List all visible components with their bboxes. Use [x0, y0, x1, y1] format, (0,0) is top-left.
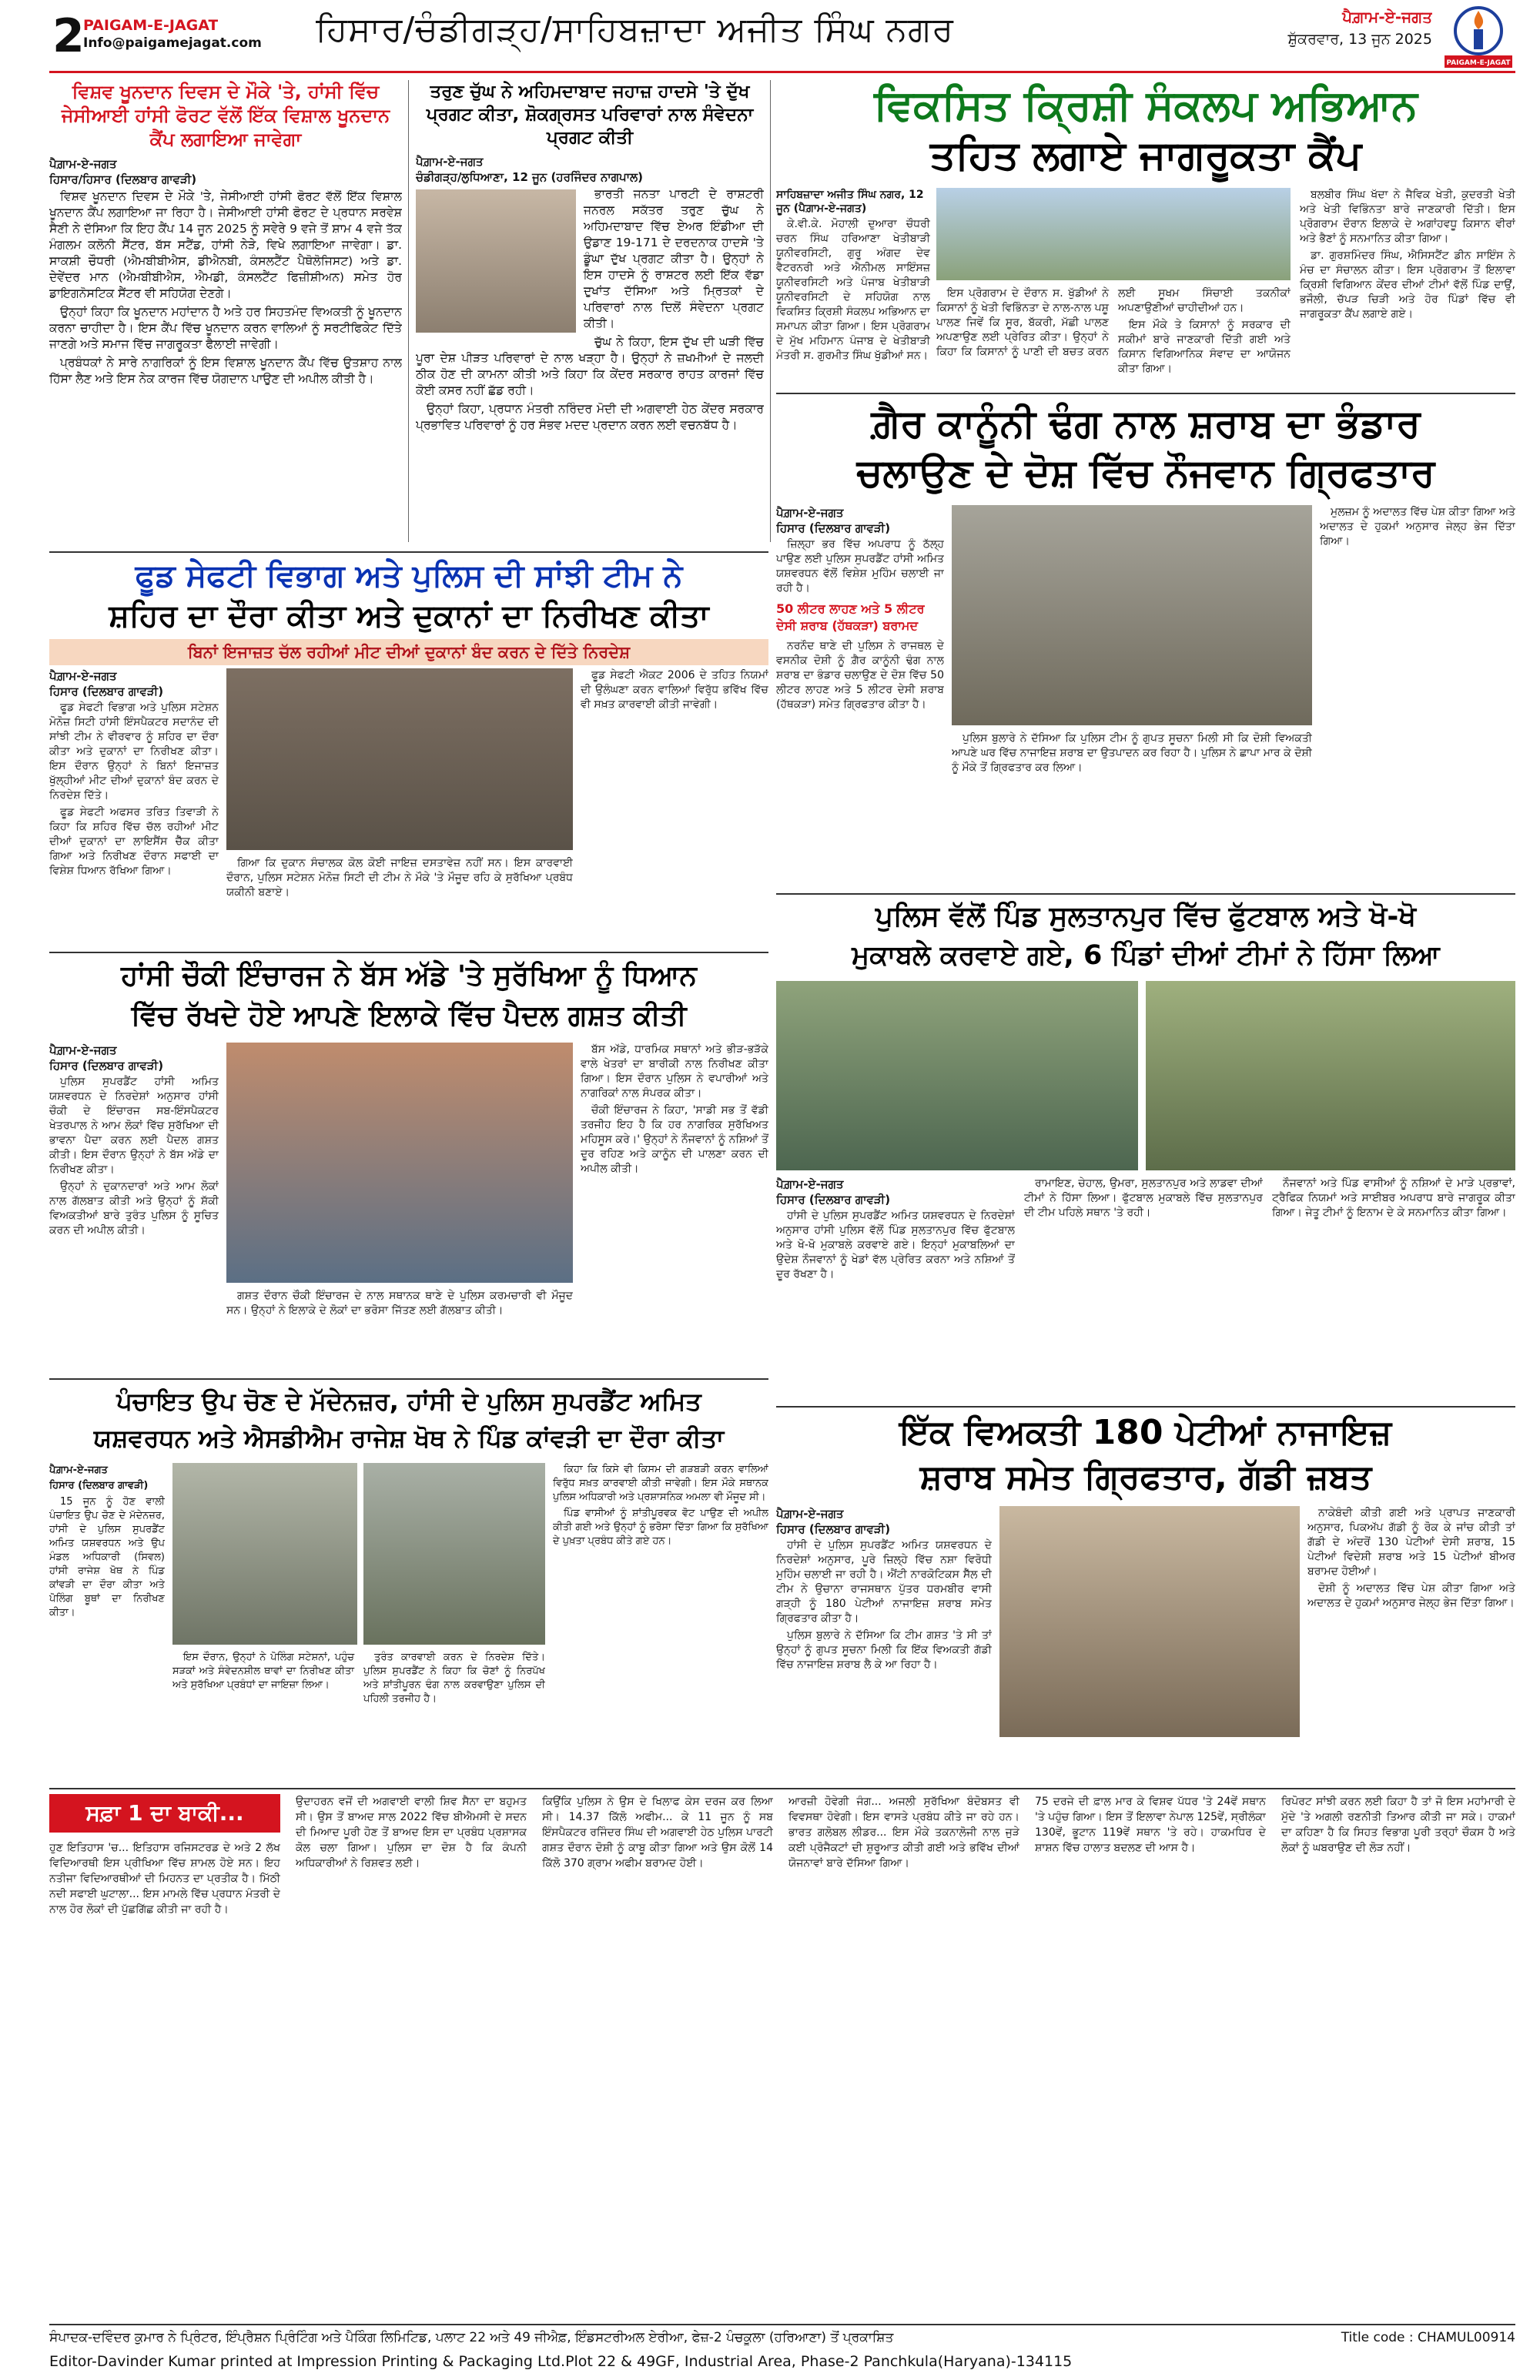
byline: ਸਾਹਿਬਜ਼ਾਦਾ ਅਜੀਤ ਸਿੰਘ ਨਗਰ, 12 ਜੂਨ (ਪੈਗ਼ਾਮ-ਏ-ਜਗਤ)	[776, 189, 924, 215]
paragraph: ਪੁਲਿਸ ਬੁਲਾਰੇ ਨੇ ਦੱਸਿਆ ਕਿ ਟੀਮ ਗਸ਼ਤ 'ਤੇ ਸੀ ਤਾਂ ਉਨ੍ਹਾਂ ਨੂੰ ਗੁਪਤ ਸੂਚਨਾ ਮਿਲੀ ਕਿ ਇੱਕ ਵਿਅਕਤੀ ਗੱਡੀ ਵਿੱਚ ਨਾਜਾਇਜ਼ ਸ਼ਰਾਬ ਲੈ ਕੇ ਆ ਰਿਹਾ ਹੈ।	[776, 1629, 992, 1671]
paragraph: ਚੌਕੀ ਇੰਚਾਰਜ ਨੇ ਕਿਹਾ, 'ਸਾਡੀ ਸਭ ਤੋਂ ਵੱਡੀ ਤਰਜੀਹ ਇਹ ਹੈ ਕਿ ਹਰ ਨਾਗਰਿਕ ਸੁਰੱਖਿਅਤ ਮਹਿਸੂਸ ਕਰੇ।' ਉਨ੍ਹਾਂ ਨੇ ਨੌਜਵਾਨਾਂ ਨੂੰ ਨਸ਼ਿਆਂ ਤੋਂ ਦੂਰ ਰਹਿਣ ਅਤੇ ਕਾਨੂੰਨ ਦੀ ਪਾਲਣਾ ਕਰਨ ਦੀ ਅਪੀਲ ਕੀਤੀ।	[581, 1104, 768, 1175]
sports-col-3	[1272, 1177, 1515, 1403]
article-krishi-campaign	[776, 80, 1515, 390]
continued-col-3: ਕਿਉਂਕਿ ਪੁਲਿਸ ਨੇ ਉਸ ਦੇ ਖਿਲਾਫ ਕੇਸ ਦਰਜ ਕਰ ਲਿਆ ਸੀ। 14.37 ਕਿੱਲੋ ਅਫੀਮ... ਕੇ 11 ਜੂਨ ਨੂੰ ਸਬ ਇੰਸਪੈਕਟਰ ਰਜਿੰਦਰ ਸਿੰਘ ਦੀ ਅਗਵਾਈ ਹੇਠ ਪੁਲਿਸ ਪਾਰਟੀ ਗਸ਼ਤ ਦੌਰਾਨ ਦੋਸ਼ੀ ਨੂੰ ਕਾਬੂ ਕੀਤਾ ਗਿਆ ਅਤੇ ਉਸ ਕੋਲੋਂ 14 ਕਿੱਲੋ 370 ਗ੍ਰਾਮ ਅਫੀਮ ਬਰਾਮਦ ਹੋਈ।	[542, 1796, 773, 1870]
liquor-col-3	[1320, 505, 1515, 890]
paragraph: ਇਸ ਮੌਕੇ ਤੇ ਕਿਸਾਨਾਂ ਨੂੰ ਸਰਕਾਰ ਦੀ ਸਕੀਮਾਂ ਬਾਰੇ ਜਾਣਕਾਰੀ ਦਿੱਤੀ ਗਈ ਅਤੇ ਕਿਸਾਨ ਵਿਗਿਆਨਿਕ ਸੰਵਾਦ ਦਾ ਆਯੋਜਨ ਕੀਤਾ ਗਿਆ।	[1118, 319, 1291, 375]
paragraph: ਤੁਰੰਤ ਕਾਰਵਾਈ ਕਰਨ ਦੇ ਨਿਰਦੇਸ਼ ਦਿੱਤੇ। ਪੁਲਿਸ ਸੁਪਰਡੈਂਟ ਨੇ ਕਿਹਾ ਕਿ ਚੋਣਾਂ ਨੂੰ ਨਿਰਪੱਖ ਅਤੇ ਸ਼ਾਂਤੀਪੂਰਨ ਢੰਗ ਨਾਲ ਕਰਵਾਉਣਾ ਪੁਲਿਸ ਦੀ ਪਹਿਲੀ ਤਰਜੀਹ ਹੈ।	[363, 1652, 545, 1705]
paragraph: ਪੁਲਿਸ ਬੁਲਾਰੇ ਨੇ ਦੱਸਿਆ ਕਿ ਪੁਲਿਸ ਟੀਮ ਨੂੰ ਗੁਪਤ ਸੂਚਨਾ ਮਿਲੀ ਸੀ ਕਿ ਦੋਸ਼ੀ ਵਿਅਕਤੀ ਆਪਣੇ ਘਰ ਵਿੱਚ ਨਾਜਾਇਜ਼ ਸ਼ਰਾਬ ਦਾ ਉਤਪਾਦਨ ਕਰ ਰਿਹਾ ਹੈ। ਪੁਲਿਸ ਨੇ ਛਾਪਾ ਮਾਰ ਕੇ ਦੋਸ਼ੀ ਨੂੰ ਮੌਕੇ ਤੋਂ ਗ੍ਰਿਫਤਾਰ ਕਰ ਲਿਆ।	[952, 732, 1312, 774]
headline-line-1: ਪੁਲਿਸ ਵੱਲੋਂ ਪਿੰਡ ਸੁਲਤਾਨਪੁਰ ਵਿੱਚ ਫੁੱਟਬਾਲ ਅਤੇ ਖੋ-ਖੋ	[875, 901, 1417, 932]
inspection-photo	[226, 668, 573, 850]
paragraph: ਪਿੰਡ ਵਾਸੀਆਂ ਨੂੰ ਸ਼ਾਂਤੀਪੂਰਵਕ ਵੋਟ ਪਾਉਣ ਦੀ ਅਪੀਲ ਕੀਤੀ ਗਈ ਅਤੇ ਉਨ੍ਹਾਂ ਨੂੰ ਭਰੋਸਾ ਦਿੱਤਾ ਗਿਆ ਕਿ ਸੁਰੱਖਿਆ ਦੇ ਪੁਖ਼ਤਾ ਪ੍ਰਬੰਧ ਕੀਤੇ ਗਏ ਹਨ।	[553, 1508, 768, 1547]
headline-line-2: ਸ਼ਰਾਬ ਸਮੇਤ ਗ੍ਰਿਫਤਾਰ, ਗੱਡੀ ਜ਼ਬਤ	[919, 1458, 1372, 1497]
paragraph: ਕਿਹਾ ਕਿ ਕਿਸੇ ਵੀ ਕਿਸਮ ਦੀ ਗੜਬੜੀ ਕਰਨ ਵਾਲਿਆਂ ਵਿਰੁੱਧ ਸਖ਼ਤ ਕਾਰਵਾਈ ਕੀਤੀ ਜਾਵੇਗੀ। ਇਸ ਮੌਕੇ ਸਥਾਨਕ ਪੁਲਿਸ ਅਧਿਕਾਰੀ ਅਤੇ ਪ੍ਰਸ਼ਾਸਨਿਕ ਅਮਲਾ ਵੀ ਮੌਜੂਦ ਸੀ।	[553, 1464, 768, 1503]
paragraph: ਮੁਲਜ਼ਮ ਨੂੰ ਅਦਾਲਤ ਵਿੱਚ ਪੇਸ਼ ਕੀਤਾ ਗਿਆ ਅਤੇ ਅਦਾਲਤ ਦੇ ਹੁਕਮਾਂ ਅਨੁਸਾਰ ਜੇਲ੍ਹ ਭੇਜ ਦਿੱਤਾ ਗਿਆ।	[1320, 506, 1515, 547]
masthead-rule	[49, 71, 1515, 73]
food-col-1	[49, 668, 219, 946]
headline-line-2: ਮੁਕਾਬਲੇ ਕਰਵਾਏ ਗਏ, 6 ਪਿੰਡਾਂ ਦੀਆਂ ਟੀਮਾਂ ਨੇ ਹਿੱਸਾ ਲਿਆ	[852, 940, 1440, 971]
paragraph: ਫੂਡ ਸੇਫਟੀ ਅਫਸਰ ਤਰਿਤ ਤਿਵਾੜੀ ਨੇ ਕਿਹਾ ਕਿ ਸ਼ਹਿਰ ਵਿੱਚ ਚੱਲ ਰਹੀਆਂ ਮੀਟ ਦੀਆਂ ਦੁਕਾਨਾਂ ਦਾ ਲਾਇਸੈਂਸ ਚੈੱਕ ਕੀਤਾ ਗਿਆ ਅਤੇ ਨਿਰੀਖਣ ਦੌਰਾਨ ਸਫਾਈ ਦਾ ਵਿਸ਼ੇਸ਼ ਧਿਆਨ ਰੱਖਿਆ ਗਿਆ।	[49, 806, 219, 877]
paragraph: ਉਨ੍ਹਾਂ ਨੇ ਦੁਕਾਨਦਾਰਾਂ ਅਤੇ ਆਮ ਲੋਕਾਂ ਨਾਲ ਗੱਲਬਾਤ ਕੀਤੀ ਅਤੇ ਉਨ੍ਹਾਂ ਨੂੰ ਸ਼ੱਕੀ ਵਿਅਕਤੀਆਂ ਬਾਰੇ ਤੁਰੰਤ ਪੁਲਿਸ ਨੂੰ ਸੂਚਿਤ ਕਰਨ ਦੀ ਅਪੀਲ ਕੀਤੀ।	[49, 1180, 219, 1237]
byline: ਪੈਗ਼ਾਮ-ਏ-ਜਗਤ ਚੰਡੀਗੜ੍ਹ/ਲੁਧਿਆਣਾ, 12 ਜੂਨ (ਹਰਜਿੰਦਰ ਨਾਗਪਾਲ)	[416, 155, 644, 184]
patrol-photo	[226, 1043, 573, 1283]
article-body	[776, 537, 944, 596]
continued-banner: ਸਫ਼ਾ 1 ਦਾ ਬਾਕੀ...	[49, 1794, 280, 1833]
paper-name: ਪੈਗ਼ਾਮ-ਏ-ਜਗਤ	[1342, 8, 1432, 26]
headline: ਵਿਸ਼ਵ ਖੂਨਦਾਨ ਦਿਵਸ ਦੇ ਮੌਕੇ 'ਤੇ, ਹਾਂਸੀ ਵਿੱਚ ਜੇਸੀਆਈ ਹਾਂਸੀ ਫੋਰਟ ਵੱਲੋਂ ਇੱਕ ਵਿਸ਼ਾਲ ਖੂਨਦਾਨ ਕੈਂਪ ਲਗਾਇਆ ਜਾਵੇਗਾ	[61, 81, 390, 150]
paragraph: ਦੋਸ਼ੀ ਨੂੰ ਅਦਾਲਤ ਵਿੱਚ ਪੇਸ਼ ਕੀਤਾ ਗਿਆ ਅਤੇ ਅਦਾਲਤ ਦੇ ਹੁਕਮਾਂ ਅਨੁਸਾਰ ਜੇਲ੍ਹ ਭੇਜ ਦਿੱਤਾ ਗਿਆ।	[1307, 1582, 1515, 1609]
patrol-col-1	[49, 1043, 219, 1372]
krishi-column-right	[1300, 188, 1515, 390]
headline-line-1: ਵਿਕਸਿਤ ਕ੍ਰਿਸ਼ੀ ਸੰਕਲਪ ਅਭਿਆਨ	[874, 81, 1418, 129]
byline: ਪੈਗ਼ਾਮ-ਏ-ਜਗਤ ਹਿਸਾਰ (ਦਿਲਬਾਰ ਗਾਵੜੀ)	[776, 1177, 891, 1207]
team-photo-2	[1146, 981, 1515, 1170]
continued-col-4: ਆਰਜ਼ੀ ਹੋਵੇਗੀ ਜੰਗ... ਅਜਲੀ ਸੁਰੱਖਿਆ ਬੰਦੋਬਸਤ ਵੀ ਵਿਵਸਥਾ ਹੋਵੇਗੀ। ਇਸ ਵਾਸਤੇ ਪ੍ਰਬੰਧ ਕੀਤੇ ਜਾ ਰਹੇ ਹਨ। ਭਾਰਤ ਗਲੋਬਲ ਲੀਡਰ... ਇਸ ਮੌਕੇ ਤਕਨਾਲੋਜੀ ਨਾਲ ਜੁੜੇ ਕਈ ਪ੍ਰੋਜੈਕਟਾਂ ਦੀ ਸ਼ੁਰੂਆਤ ਕੀਤੀ ਗਈ ਅਤੇ ਭਵਿੱਖ ਦੀਆਂ ਯੋਜਨਾਵਾਂ ਬਾਰੇ ਦੱਸਿਆ ਗਿਆ।	[788, 1796, 1019, 1870]
inspection-photo-2	[363, 1463, 545, 1645]
team-photo-1	[776, 981, 1138, 1170]
headline-line-2: ਯਸ਼ਵਰਧਨ ਅਤੇ ਐਸਡੀਐਮ ਰਾਜੇਸ਼ ਖੋਥ ਨੇ ਪਿੰਡ ਕਾਂਵੜੀ ਦਾ ਦੌਰਾ ਕੀਤਾ	[93, 1424, 725, 1453]
headline-line-2: ਚਲਾਉਣ ਦੇ ਦੋਸ਼ ਵਿੱਚ ਨੌਜਵਾਨ ਗ੍ਰਿਫਤਾਰ	[856, 450, 1435, 495]
speaker-photo	[416, 189, 576, 333]
article-body	[49, 701, 219, 879]
liquor180-col-3	[1307, 1506, 1515, 1783]
headline-line-2: ਵਿੱਚ ਰੱਖਦੇ ਹੋਏ ਆਪਣੇ ਇਲਾਕੇ ਵਿੱਚ ਪੈਦਲ ਗਸ਼ਤ ਕੀਤੀ	[131, 1000, 687, 1032]
sports-col-2	[1024, 1177, 1263, 1403]
liquor-col-2	[952, 731, 1312, 892]
paragraph: ਉਨ੍ਹਾਂ ਕਿਹਾ ਕਿ ਖੂਨਦਾਨ ਮਹਾਂਦਾਨ ਹੈ ਅਤੇ ਹਰ ਸਿਹਤਮੰਦ ਵਿਅਕਤੀ ਨੂੰ ਖੂਨਦਾਨ ਕਰਨਾ ਚਾਹੀਦਾ ਹੈ। ਇਸ ਕੈਂਪ ਵਿੱਚ ਖੂਨਦਾਨ ਕਰਨ ਵਾਲਿਆਂ ਨੂੰ ਸਰਟੀਫਿਕੇਟ ਦਿੱਤੇ ਜਾਣਗੇ ਅਤੇ ਸਮਾਜ ਵਿੱਚ ਜਾਗਰੂਕਤਾ ਫੈਲਾਈ ਜਾਵੇਗੀ।	[49, 305, 402, 351]
title-code: Title code : CHAMUL00914	[1341, 2330, 1515, 2345]
continued-section	[49, 1794, 1515, 2318]
paragraph: ਫੂਡ ਸੇਫਟੀ ਐਕਟ 2006 ਦੇ ਤਹਿਤ ਨਿਯਮਾਂ ਦੀ ਉਲੰਘਣਾ ਕਰਨ ਵਾਲਿਆਂ ਵਿਰੁੱਧ ਭਵਿੱਖ ਵਿੱਚ ਵੀ ਸਖ਼ਤ ਕਾਰਵਾਈ ਕੀਤੀ ਜਾਵੇਗੀ।	[581, 669, 768, 711]
krishi-column-left	[776, 188, 930, 390]
paragraph: ਉਨ੍ਹਾਂ ਕਿਹਾ, ਪ੍ਰਧਾਨ ਮੰਤਰੀ ਨਰਿੰਦਰ ਮੋਦੀ ਦੀ ਅਗਵਾਈ ਹੇਠ ਕੇਂਦਰ ਸਰਕਾਰ ਪ੍ਰਭਾਵਿਤ ਪਰਿਵਾਰਾਂ ਨੂੰ ਹਰ ਸੰਭਵ ਮਦਦ ਪ੍ਰਦਾਨ ਕਰਨ ਲਈ ਵਚਨਬੱਧ ਹੈ।	[416, 402, 764, 432]
paragraph: ਗਸ਼ਤ ਦੌਰਾਨ ਚੌਕੀ ਇੰਚਾਰਜ ਦੇ ਨਾਲ ਸਥਾਨਕ ਥਾਣੇ ਦੇ ਪੁਲਿਸ ਕਰਮਚਾਰੀ ਵੀ ਮੌਜੂਦ ਸਨ। ਉਨ੍ਹਾਂ ਨੇ ਇਲਾਕੇ ਦੇ ਲੋਕਾਂ ਦਾ ਭਰੋਸਾ ਜਿੱਤਣ ਲਈ ਗੱਲਬਾਤ ਕੀਤੀ।	[226, 1290, 573, 1317]
byline: ਪੈਗ਼ਾਮ-ਏ-ਜਗਤ ਹਿਸਾਰ (ਦਿਲਬਾਰ ਗਾਵੜੀ)	[776, 506, 891, 535]
article-blood-donation	[49, 80, 402, 548]
paragraph: ਪ੍ਰਬੰਧਕਾਂ ਨੇ ਸਾਰੇ ਨਾਗਰਿਕਾਂ ਨੂੰ ਇਸ ਵਿਸ਼ਾਲ ਖੂਨਦਾਨ ਕੈਂਪ ਵਿੱਚ ਉਤਸ਼ਾਹ ਨਾਲ ਹਿੱਸਾ ਲੈਣ ਅਤੇ ਇਸ ਨੇਕ ਕਾਰਜ ਵਿੱਚ ਯੋਗਦਾਨ ਪਾਉਣ ਦੀ ਅਪੀਲ ਕੀਤੀ ਹੈ।	[49, 356, 402, 386]
paragraph: ਰਾਮਾਇਣ, ਚੇਹਾਲ, ਉਮਰਾ, ਸੁਲਤਾਨਪੁਰ ਅਤੇ ਲਾਡਵਾ ਦੀਆਂ ਟੀਮਾਂ ਨੇ ਹਿੱਸਾ ਲਿਆ। ਫੁੱਟਬਾਲ ਮੁਕਾਬਲੇ ਵਿੱਚ ਸੁਲਤਾਨਪੁਰ ਦੀ ਟੀਮ ਪਹਿਲੇ ਸਥਾਨ 'ਤੇ ਰਹੀ।	[1024, 1177, 1263, 1219]
article-body	[49, 1495, 165, 1620]
article-liquor-180-boxes	[776, 1411, 1515, 1783]
issue-date: ਸ਼ੁੱਕਰਵਾਰ, 13 ਜੂਨ 2025	[1287, 31, 1432, 48]
byline: ਪੈਗ਼ਾਮ-ਏ-ਜਗਤ ਹਿਸਾਰ/ਹਿਸਾਰ (ਦਿਲਬਾਰ ਗਾਵੜੀ)	[49, 157, 197, 186]
paragraph: ਹਾਂਸੀ ਦੇ ਪੁਲਿਸ ਸੁਪਰਡੈਂਟ ਅਮਿਤ ਯਸ਼ਵਰਧਨ ਦੇ ਨਿਰਦੇਸ਼ਾਂ ਅਨੁਸਾਰ ਹਾਂਸੀ ਪੁਲਿਸ ਵੱਲੋਂ ਪਿੰਡ ਸੁਲਤਾਨਪੁਰ ਵਿੱਚ ਫੁੱਟਬਾਲ ਅਤੇ ਖੋ-ਖੋ ਮੁਕਾਬਲੇ ਕਰਵਾਏ ਗਏ। ਇਨ੍ਹਾਂ ਮੁਕਾਬਲਿਆਂ ਦਾ ਉਦੇਸ਼ ਨੌਜਵਾਨਾਂ ਨੂੰ ਖੇਡਾਂ ਵੱਲ ਪ੍ਰੇਰਿਤ ਕਰਨਾ ਅਤੇ ਨਸ਼ਿਆਂ ਤੋਂ ਦੂਰ ਰੱਖਣਾ ਹੈ।	[776, 1210, 1015, 1280]
paragraph: ਬਲਬੀਰ ਸਿੰਘ ਖੱਦਾ ਨੇ ਜੈਵਿਕ ਖੇਤੀ, ਕੁਦਰਤੀ ਖੇਤੀ ਅਤੇ ਖੇਤੀ ਵਿਭਿੰਨਤਾ ਬਾਰੇ ਜਾਣਕਾਰੀ ਦਿੱਤੀ। ਇਸ ਪ੍ਰੋਗਰਾਮ ਦੌਰਾਨ ਇਲਾਕੇ ਦੇ ਅਗਾਂਹਵਧੂ ਕਿਸਾਨ ਵੀਰਾਂ ਅਤੇ ਭੈਣਾਂ ਨੂੰ ਸਨਮਾਨਿਤ ਕੀਤਾ ਗਿਆ।	[1300, 189, 1515, 245]
article-tarun-chugh	[416, 80, 764, 548]
article-food-safety	[49, 556, 768, 949]
page-number: 2	[52, 9, 85, 63]
logo	[1440, 3, 1517, 69]
article-body	[49, 1075, 219, 1238]
continued-col-6: ਰਿਪੋਰਟ ਸਾਂਝੀ ਕਰਨ ਲਈ ਕਿਹਾ ਹੈ ਤਾਂ ਜੋ ਇਸ ਮਹਾਂਮਾਰੀ ਦੇ ਮੁੱਦੇ 'ਤੇ ਅਗਲੀ ਰਣਨੀਤੀ ਤਿਆਰ ਕੀਤੀ ਜਾ ਸਕੇ। ਹਾਕਮਾਂ ਦਾ ਕਹਿਣਾ ਹੈ ਕਿ ਸਿਹਤ ਵਿਭਾਗ ਪੂਰੀ ਤਰ੍ਹਾਂ ਚੌਕਸ ਹੈ ਅਤੇ ਲੋਕਾਂ ਨੂੰ ਘਬਰਾਉਣ ਦੀ ਲੋੜ ਨਹੀਂ।	[1281, 1796, 1515, 1854]
patrol-col-2	[226, 1289, 573, 1372]
panchayat-col-1	[49, 1463, 165, 1783]
krishi-column-mid	[936, 286, 1291, 390]
byline: ਪੈਗ਼ਾਮ-ਏ-ਜਗਤ ਹਿਸਾਰ (ਦਿਲਬਾਰ ਗਾਵੜੀ)	[49, 1043, 164, 1073]
section-title: ਹਿਸਾਰ/ਚੰਡੀਗੜ੍ਹ/ਸਾਹਿਬਜ਼ਾਦਾ ਅਜੀਤ ਸਿੰਘ ਨਗਰ	[316, 10, 954, 49]
headline-line-1: ਫੂਡ ਸੇਫਟੀ ਵਿਭਾਗ ਅਤੇ ਪੁਲਿਸ ਦੀ ਸਾਂਝੀ ਟੀਮ ਨੇ	[135, 558, 683, 594]
headline-line-1: ਇੱਕ ਵਿਅਕਤੀ 180 ਪੇਟੀਆਂ ਨਾਜਾਇਜ਼	[899, 1413, 1392, 1452]
article-foot-patrol	[49, 956, 768, 1372]
byline: ਪੈਗ਼ਾਮ-ਏ-ਜਗਤ ਹਿਸਾਰ (ਦਿਲਬਾਰ ਗਾਵੜੀ)	[49, 1464, 149, 1491]
paragraph: ਨਾਕੇਬੰਦੀ ਕੀਤੀ ਗਈ ਅਤੇ ਪ੍ਰਾਪਤ ਜਾਣਕਾਰੀ ਅਨੁਸਾਰ, ਪਿਕਅੱਪ ਗੱਡੀ ਨੂੰ ਰੋਕ ਕੇ ਜਾਂਚ ਕੀਤੀ ਤਾਂ ਗੱਡੀ ਦੇ ਅੰਦਰੋਂ 130 ਪੇਟੀਆਂ ਦੇਸੀ ਸ਼ਰਾਬ, 15 ਪੇਟੀਆਂ ਵਿਦੇਸ਼ੀ ਸ਼ਰਾਬ ਅਤੇ 15 ਪੇਟੀਆਂ ਬੀਅਰ ਬਰਾਮਦ ਹੋਈਆਂ।	[1307, 1507, 1515, 1578]
paragraph: ਇਸ ਪ੍ਰੋਗਰਾਮ ਦੇ ਦੌਰਾਨ ਸ. ਖੁੱਡੀਆਂ ਨੇ ਕਿਸਾਨਾਂ ਨੂੰ ਖੇਤੀ ਵਿਭਿੰਨਤਾ ਦੇ ਨਾਲ-ਨਾਲ ਪਸ਼ੂ ਪਾਲਣ ਜਿਵੇਂ ਕਿ ਸੂਰ, ਬੱਕਰੀ, ਮੱਛੀ ਪਾਲਣ ਅਪਣਾਉਣ ਲਈ ਪ੍ਰੇਰਿਤ ਕੀਤਾ। ਉਨ੍ਹਾਂ ਨੇ ਕਿਹਾ ਕਿ ਕਿਸਾਨਾਂ ਨੂੰ ਪਾਣੀ ਦੀ ਬਚਤ ਕਰਨ ਲਈ ਸੂਖਮ ਸਿੰਚਾਈ ਤਕਨੀਕਾਂ ਅਪਣਾਉਣੀਆਂ ਚਾਹੀਦੀਆਂ ਹਨ।	[936, 287, 1291, 358]
headline-line-2: ਸ਼ਹਿਰ ਦਾ ਦੌਰਾ ਕੀਤਾ ਅਤੇ ਦੁਕਾਨਾਂ ਦਾ ਨਿਰੀਖਣ ਕੀਤਾ	[109, 598, 709, 634]
logo-lettering: PAIGAM-E-JAGAT	[1446, 59, 1511, 67]
paragraph: ਵਿਸ਼ਵ ਖੂਨਦਾਨ ਦਿਵਸ ਦੇ ਮੌਕੇ 'ਤੇ, ਜੇਸੀਆਈ ਹਾਂਸੀ ਫੋਰਟ ਵੱਲੋਂ ਇੱਕ ਵਿਸ਼ਾਲ ਖੂਨਦਾਨ ਕੈਂਪ ਲਗਾਇਆ ਜਾ ਰਿਹਾ ਹੈ। ਜੇਸੀਆਈ ਹਾਂਸੀ ਫੋਰਟ ਦੇ ਪ੍ਰਧਾਨ ਸਰਵੇਸ਼ ਸੈਣੀ ਨੇ ਦੱਸਿਆ ਕਿ ਇਹ ਕੈਂਪ 14 ਜੂਨ 2025 ਨੂੰ ਸਵੇਰੇ 9 ਵਜੇ ਤੋਂ ਸ਼ਾਮ 4 ਵਜੇ ਤੱਕ ਮੰਗਲਮ ਕਲੋਨੀ ਸੈਂਟਰ, ਬੱਸ ਸਟੈਂਡ, ਹਾਂਸੀ ਨੇੜੇ, ਵਿਖੇ ਲਗਾਇਆ ਜਾਵੇਗਾ। ਡਾ. ਸਾਕਸ਼ੀ ਚੌਧਰੀ (ਐਮਬੀਬੀਐਸ, ਡੀਐਨਬੀ, ਕੰਸਲਟੈਂਟ ਪੈਥੋਲੋਜਿਸਟ) ਅਤੇ ਡਾ. ਦੇਵੇਂਦਰ ਮਾਨ (ਐਮਬੀਬੀਐਸ, ਐਮਡੀ, ਕੰਸਲਟੈਂਟ ਫਿਜ਼ੀਸ਼ੀਅਨ) ਸਮੇਤ ਹੋਰ ਡਾਇਗਨੋਸਟਿਕ ਸੈਂਟਰ ਵੀ ਸਹਿਯੋਗ ਦੇਣਗੇ।	[49, 189, 402, 300]
byline: ਪੈਗ਼ਾਮ-ਏ-ਜਗਤ ਹਿਸਾਰ (ਦਿਲਬਾਰ ਗਾਵੜੀ)	[49, 669, 164, 698]
krishi-photo	[936, 188, 1291, 280]
paragraph: ਪੁਲਿਸ ਸੁਪਰਡੈਂਟ ਹਾਂਸੀ ਅਮਿਤ ਯਸ਼ਵਰਧਨ ਦੇ ਨਿਰਦੇਸ਼ਾਂ ਅਨੁਸਾਰ ਹਾਂਸੀ ਚੌਕੀ ਦੇ ਇੰਚਾਰਜ ਸਬ-ਇੰਸਪੈਕਟਰ ਖੇਤਰਪਾਲ ਨੇ ਆਮ ਲੋਕਾਂ ਵਿੱਚ ਸੁਰੱਖਿਆ ਦੀ ਭਾਵਨਾ ਪੈਦਾ ਕਰਨ ਲਈ ਪੈਦਲ ਗਸ਼ਤ ਕੀਤੀ। ਇਸ ਦੌਰਾਨ ਉਨ੍ਹਾਂ ਨੇ ਬੱਸ ਅੱਡੇ ਦਾ ਨਿਰੀਖਣ ਕੀਤਾ।	[49, 1076, 219, 1176]
paragraph: ਜ਼ਿਲ੍ਹਾ ਭਰ ਵਿੱਚ ਅਪਰਾਧ ਨੂੰ ਠੱਲ੍ਹ ਪਾਉਣ ਲਈ ਪੁਲਿਸ ਸੁਪਰਡੈਂਟ ਹਾਂਸੀ ਅਮਿਤ ਯਸ਼ਵਰਧਨ ਵੱਲੋਂ ਵਿਸ਼ੇਸ਼ ਮੁਹਿੰਮ ਚਲਾਈ ਜਾ ਰਹੀ ਹੈ।	[776, 538, 944, 594]
torch-logo-icon	[1440, 3, 1517, 69]
food-col-2	[226, 856, 573, 946]
continued-col-1: ਹੁਣ ਇਤਿਹਾਸ 'ਚ... ਇਤਿਹਾਸ ਰਜਿਸਟਰਡ ਦੇ ਅਤੇ 2 ਲੱਖ ਵਿਦਿਆਰਥੀ ਇਸ ਪ੍ਰੀਖਿਆ ਵਿੱਚ ਸ਼ਾਮਲ ਹੋਏ ਸਨ। ਇਹ ਨਤੀਜਾ ਵਿਦਿਆਰਥੀਆਂ ਦੀ ਮਿਹਨਤ ਦਾ ਪ੍ਰਤੀਕ ਹੈ। ਮਿੱਠੀ ਨਦੀ ਸਫਾਈ ਘੁਟਾਲਾ... ਇਸ ਮਾਮਲੇ ਵਿੱਚ ਪ੍ਰਧਾਨ ਮੰਤਰੀ ਦੇ ਨਾਲ ਹੋਰ ਲੋਕਾਂ ਦੀ ਪੁੱਛਗਿੱਛ ਕੀਤੀ ਜਾ ਰਹੀ ਹੈ।	[49, 1842, 280, 1916]
inspection-photo-1	[172, 1463, 357, 1645]
imprint-punjabi: ਸੰਪਾਦਕ-ਦਵਿੰਦਰ ਕੁਮਾਰ ਨੇ ਪ੍ਰਿੰਟਰ, ਇੰਪ੍ਰੈਸ਼ਨ ਪ੍ਰਿੰਟਿੰਗ ਅਤੇ ਪੈਕਿੰਗ ਲਿਮਿਟਿਡ, ਪਲਾਟ 22 ਅਤੇ 49 ਜੀਐਫ਼, ਇੰਡਸਟਰੀਅਲ ਏਰੀਆ, ਫੇਜ਼-2 ਪੰਚਕੂਲਾ (ਹਰਿਆਣਾ) ਤੋਂ ਪ੍ਰਕਾਸ਼ਿਤ	[49, 2330, 894, 2345]
paragraph: ਭਾਰਤੀ ਜਨਤਾ ਪਾਰਟੀ ਦੇ ਰਾਸ਼ਟਰੀ ਜਨਰਲ ਸਕੱਤਰ ਤਰੁਣ ਚੁੱਘ ਨੇ ਅਹਿਮਦਾਬਾਦ ਵਿੱਚ ਏਅਰ ਇੰਡੀਆ ਦੀ ਉਡਾਣ 19-171 ਦੇ ਦਰਦਨਾਕ ਹਾਦਸੇ 'ਤੇ ਡੂੰਘਾ ਦੁੱਖ ਪ੍ਰਗਟ ਕੀਤਾ ਹੈ। ਉਨ੍ਹਾਂ ਨੇ ਇਸ ਹਾਦਸੇ ਨੂੰ ਰਾਸ਼ਟਰ ਲਈ ਇੱਕ ਵੱਡਾ ਦੁਖਾਂਤ ਦੱਸਿਆ ਅਤੇ ਮ੍ਰਿਤਕਾਂ ਦੇ ਪਰਿਵਾਰਾਂ ਨਾਲ ਦਿਲੋਂ ਸੰਵੇਦਨਾ ਪ੍ਰਗਟ ਕੀਤੀ।	[584, 187, 764, 330]
strap: ਬਿਨਾਂ ਇਜਾਜ਼ਤ ਚੱਲ ਰਹੀਆਂ ਮੀਟ ਦੀਆਂ ਦੁਕਾਨਾਂ ਬੰਦ ਕਰਨ ਦੇ ਦਿੱਤੇ ਨਿਰਦੇਸ਼	[49, 639, 768, 665]
paragraph: ਨੌਜਵਾਨਾਂ ਅਤੇ ਪਿੰਡ ਵਾਸੀਆਂ ਨੂੰ ਨਸ਼ਿਆਂ ਦੇ ਮਾੜੇ ਪ੍ਰਭਾਵਾਂ, ਟ੍ਰੈਫਿਕ ਨਿਯਮਾਂ ਅਤੇ ਸਾਈਬਰ ਅਪਰਾਧ ਬਾਰੇ ਜਾਗਰੂਕ ਕੀਤਾ ਗਿਆ। ਜੇਤੂ ਟੀਮਾਂ ਨੂੰ ਇਨਾਮ ਦੇ ਕੇ ਸਨਮਾਨਿਤ ਕੀਤਾ ਗਿਆ।	[1272, 1177, 1515, 1219]
patrol-col-3	[581, 1043, 768, 1372]
panchayat-col-2	[172, 1651, 545, 1783]
imprint-english: Editor-Davinder Kumar printed at Impression Printing & Packaging Ltd.Plot 22 & 49GF, Industrial Area, Phase-2 Panchkula(Haryana)-134115	[49, 2353, 1073, 2370]
article-body	[776, 1209, 1015, 1282]
paragraph: ਚੁੱਘ ਨੇ ਕਿਹਾ, ਇਸ ਦੁੱਖ ਦੀ ਘੜੀ ਵਿੱਚ ਪੂਰਾ ਦੇਸ਼ ਪੀੜਤ ਪਰਿਵਾਰਾਂ ਦੇ ਨਾਲ ਖੜ੍ਹਾ ਹੈ। ਉਨ੍ਹਾਂ ਨੇ ਜ਼ਖਮੀਆਂ ਦੇ ਜਲਦੀ ਠੀਕ ਹੋਣ ਦੀ ਕਾਮਨਾ ਕੀਤੀ ਅਤੇ ਕਿਹਾ ਕਿ ਕੇਂਦਰ ਸਰਕਾਰ ਰਾਹਤ ਕਾਰਜਾਂ ਵਿੱਚ ਕੋਈ ਕਸਰ ਨਹੀਂ ਛੱਡ ਰਹੀ।	[416, 335, 764, 397]
paragraph: ਹਾਂਸੀ ਦੇ ਪੁਲਿਸ ਸੁਪਰਡੈਂਟ ਅਮਿਤ ਯਸ਼ਵਰਧਨ ਦੇ ਨਿਰਦੇਸ਼ਾਂ ਅਨੁਸਾਰ, ਪੂਰੇ ਜ਼ਿਲ੍ਹੇ ਵਿੱਚ ਨਸ਼ਾ ਵਿਰੋਧੀ ਮੁਹਿੰਮ ਚਲਾਈ ਜਾ ਰਹੀ ਹੈ। ਐਂਟੀ ਨਾਰਕੋਟਿਕਸ ਸੈੱਲ ਦੀ ਟੀਮ ਨੇ ਉਚਾਨਾ ਰਾਜਸਥਾਨ ਪੁੱਤਰ ਧਰਮਬੀਰ ਵਾਸੀ ਗੜ੍ਹੀ ਨੂੰ 180 ਪੇਟੀਆਂ ਨਾਜਾਇਜ਼ ਸ਼ਰਾਬ ਸਮੇਤ ਗ੍ਰਿਫਤਾਰ ਕੀਤਾ ਹੈ।	[776, 1539, 992, 1625]
article-body	[776, 1538, 992, 1672]
seizure-photo	[999, 1506, 1300, 1737]
article-sports	[776, 898, 1515, 1403]
masthead	[0, 0, 1540, 75]
headline: ਤਰੁਣ ਚੁੱਘ ਨੇ ਅਹਿਮਦਾਬਾਦ ਜਹਾਜ਼ ਹਾਦਸੇ 'ਤੇ ਦੁੱਖ ਪ੍ਰਗਟ ਕੀਤਾ, ਸ਼ੋਕਗ੍ਰਸਤ ਪਰਿਵਾਰਾਂ ਨਾਲ ਸੰਵੇਦਨਾ ਪ੍ਰਗਟ ਕੀਤੀ	[426, 82, 754, 148]
article-body	[776, 217, 930, 363]
paragraph: ਡਾ. ਗੁਰਸ਼ਮਿੰਦਰ ਸਿੰਘ, ਐਸਿਸਟੈਂਟ ਡੀਨ ਸਾਇੰਸ ਨੇ ਮੰਚ ਦਾ ਸੰਚਾਲਨ ਕੀਤਾ। ਇਸ ਪ੍ਰੋਗਰਾਮ ਤੋਂ ਇਲਾਵਾ ਕ੍ਰਿਸ਼ੀ ਵਿਗਿਆਨ ਕੇਂਦਰ ਦੀਆਂ ਟੀਮਾਂ ਵੱਲੋਂ ਪਿੰਡ ਦਾਉਂ, ਭਜੌਲੀ, ਚੱਪੜ ਚਿੜੀ ਅਤੇ ਹੋਰ ਪਿੰਡਾਂ ਵਿੱਚ ਵੀ ਜਾਗਰੂਕਤਾ ਕੈਂਪ ਲਗਾਏ ਗਏ।	[1300, 249, 1515, 320]
headline-line-1: ਗ਼ੈਰ ਕਾਨੂੰਨੀ ਢੰਗ ਨਾਲ ਸ਼ਰਾਬ ਦਾ ਭੰਡਾਰ	[871, 401, 1421, 446]
paragraph: ਗਿਆ ਕਿ ਦੁਕਾਨ ਸੰਚਾਲਕ ਕੋਲ ਕੋਈ ਜਾਇਜ਼ ਦਸਤਾਵੇਜ਼ ਨਹੀਂ ਸਨ। ਇਸ ਕਾਰਵਾਈ ਦੌਰਾਨ, ਪੁਲਿਸ ਸਟੇਸ਼ਨ ਮੋਨੋਜ਼ ਸਿਟੀ ਦੀ ਟੀਮ ਨੇ ਮੌਕੇ 'ਤੇ ਮੌਜੂਦ ਰਹਿ ਕੇ ਸੁਰੱਖਿਆ ਪ੍ਰਬੰਧ ਯਕੀਨੀ ਬਣਾਏ।	[226, 857, 573, 899]
liquor180-col-1	[776, 1506, 992, 1783]
article-body	[49, 189, 402, 387]
paragraph: 15 ਜੂਨ ਨੂੰ ਹੋਣ ਵਾਲੀ ਪੰਚਾਇਤ ਉਪ ਚੋਣ ਦੇ ਮੱਦੇਨਜ਼ਰ, ਹਾਂਸੀ ਦੇ ਪੁਲਿਸ ਸੁਪਰਡੈਂਟ ਅਮਿਤ ਯਸ਼ਵਰਧਨ ਅਤੇ ਉਪ ਮੰਡਲ ਅਧਿਕਾਰੀ (ਸਿਵਲ) ਹਾਂਸੀ ਰਾਜੇਸ਼ ਖੋਥ ਨੇ ਪਿੰਡ ਕਾਂਵੜੀ ਦਾ ਦੌਰਾ ਕੀਤਾ ਅਤੇ ਪੋਲਿੰਗ ਬੂਥਾਂ ਦਾ ਨਿਰੀਖਣ ਕੀਤਾ।	[49, 1496, 165, 1618]
byline: ਪੈਗ਼ਾਮ-ਏ-ਜਗਤ ਹਿਸਾਰ (ਦਿਲਬਾਰ ਗਾਵੜੀ)	[776, 1507, 891, 1536]
paragraph: ਫੂਡ ਸੇਫਟੀ ਵਿਭਾਗ ਅਤੇ ਪੁਲਿਸ ਸਟੇਸ਼ਨ ਮੋਨੋਜ਼ ਸਿਟੀ ਹਾਂਸੀ ਇੰਸਪੈਕਟਰ ਸਦਾਨੰਦ ਦੀ ਸਾਂਝੀ ਟੀਮ ਨੇ ਵੀਰਵਾਰ ਨੂੰ ਸ਼ਹਿਰ ਦਾ ਦੌਰਾ ਕੀਤਾ ਅਤੇ ਦੁਕਾਨਾਂ ਦਾ ਨਿਰੀਖਣ ਕੀਤਾ। ਇਸ ਦੌਰਾਨ ਉਨ੍ਹਾਂ ਨੇ ਬਿਨਾਂ ਇਜਾਜ਼ਤ ਖੁੱਲ੍ਹੀਆਂ ਮੀਟ ਦੀਆਂ ਦੁਕਾਨਾਂ ਬੰਦ ਕਰਨ ਦੇ ਨਿਰਦੇਸ਼ ਦਿੱਤੇ।	[49, 701, 219, 802]
article-body	[776, 639, 944, 712]
headline-line-2: ਤਹਿਤ ਲਗਾਏ ਜਾਗਰੂਕਤਾ ਕੈਂਪ	[929, 132, 1362, 179]
headline-line-1: ਹਾਂਸੀ ਚੌਕੀ ਇੰਚਾਰਜ ਨੇ ਬੱਸ ਅੱਡੇ 'ਤੇ ਸੁਰੱਖਿਆ ਨੂੰ ਧਿਆਨ	[121, 960, 697, 992]
food-col-3	[581, 668, 768, 946]
sports-col-1	[776, 1177, 1015, 1403]
brand-name: PAIGAM-E-JAGAT	[83, 17, 219, 34]
article-illegal-liquor	[776, 399, 1515, 892]
paragraph: ਇਸ ਦੌਰਾਨ, ਉਨ੍ਹਾਂ ਨੇ ਪੋਲਿੰਗ ਸਟੇਸ਼ਨਾਂ, ਪਹੁੰਚ ਸੜਕਾਂ ਅਤੇ ਸੰਵੇਦਨਸ਼ੀਲ ਥਾਵਾਂ ਦਾ ਨਿਰੀਖਣ ਕੀਤਾ ਅਤੇ ਸੁਰੱਖਿਆ ਪ੍ਰਬੰਧਾਂ ਦਾ ਜਾਇਜ਼ਾ ਲਿਆ।	[172, 1652, 354, 1691]
arrest-photo	[952, 505, 1312, 725]
liquor-col-1	[776, 505, 944, 890]
headline-line-1: ਪੰਚਾਇਤ ਉਪ ਚੋਣ ਦੇ ਮੱਦੇਨਜ਼ਰ, ਹਾਂਸੀ ਦੇ ਪੁਲਿਸ ਸੁਪਰਡੈਂਟ ਅਮਿਤ	[116, 1387, 701, 1416]
paragraph: ਬੱਸ ਅੱਡੇ, ਧਾਰਮਿਕ ਸਥਾਨਾਂ ਅਤੇ ਭੀੜ-ਭੜੱਕੇ ਵਾਲੇ ਖੇਤਰਾਂ ਦਾ ਬਾਰੀਕੀ ਨਾਲ ਨਿਰੀਖਣ ਕੀਤਾ ਗਿਆ। ਇਸ ਦੌਰਾਨ ਪੁਲਿਸ ਨੇ ਵਪਾਰੀਆਂ ਅਤੇ ਨਾਗਰਿਕਾਂ ਨਾਲ ਸੰਪਰਕ ਕੀਤਾ।	[581, 1043, 768, 1100]
imprint-footer	[49, 2324, 1515, 2375]
paragraph: ਨਰਨੌਦ ਥਾਣੇ ਦੀ ਪੁਲਿਸ ਨੇ ਰਾਜਥਲ ਦੇ ਵਸਨੀਕ ਦੋਸ਼ੀ ਨੂੰ ਗ਼ੈਰ ਕਾਨੂੰਨੀ ਢੰਗ ਨਾਲ ਸ਼ਰਾਬ ਦਾ ਭੰਡਾਰ ਚਲਾਉਣ ਦੇ ਦੋਸ਼ ਵਿੱਚ 50 ਲੀਟਰ ਲਾਹਣ ਅਤੇ 5 ਲੀਟਰ ਦੇਸੀ ਸ਼ਰਾਬ (ਹੱਥਕੜਾ) ਸਮੇਤ ਗ੍ਰਿਫਤਾਰ ਕੀਤਾ ਹੈ।	[776, 640, 944, 711]
panchayat-col-3	[553, 1463, 768, 1783]
email: Info@paigamejagat.com	[83, 35, 262, 51]
article-panchayat	[49, 1383, 768, 1783]
paragraph: ਕੇ.ਵੀ.ਕੇ. ਮੋਹਾਲੀ ਦੁਆਰਾ ਚੌਧਰੀ ਚਰਨ ਸਿੰਘ ਹਰਿਆਣਾ ਖੇਤੀਬਾੜੀ ਯੂਨੀਵਰਸਿਟੀ, ਗੁਰੂ ਅੰਗਦ ਦੇਵ ਵੈਟਰਨਰੀ ਅਤੇ ਐਨੀਮਲ ਸਾਇੰਸਜ਼ ਯੂਨੀਵਰਸਿਟੀ ਅਤੇ ਪੰਜਾਬ ਖੇਤੀਬਾੜੀ ਯੂਨੀਵਰਸਿਟੀ ਦੇ ਸਹਿਯੋਗ ਨਾਲ ਵਿਕਸਿਤ ਕ੍ਰਿਸ਼ੀ ਸੰਕਲਪ ਅਭਿਆਨ ਦਾ ਸਮਾਪਨ ਕੀਤਾ ਗਿਆ। ਇਸ ਪ੍ਰੋਗਰਾਮ ਦੇ ਮੁੱਖ ਮਹਿਮਾਨ ਪੰਜਾਬ ਦੇ ਖੇਤੀਬਾੜੀ ਮੰਤਰੀ ਸ. ਗੁਰਮੀਤ ਸਿੰਘ ਖੁੱਡੀਆਂ ਸਨ।	[776, 218, 930, 362]
continued-col-5: 75 ਦਰਜੇ ਦੀ ਫ਼ਾਲ ਮਾਰ ਕੇ ਵਿਸ਼ਵ ਪੱਧਰ 'ਤੇ 24ਵੇਂ ਸਥਾਨ 'ਤੇ ਪਹੁੰਚ ਗਿਆ। ਇਸ ਤੋਂ ਇਲਾਵਾ ਨੇਪਾਲ 125ਵੇਂ, ਸ੍ਰੀਲੰਕਾ 130ਵੇਂ, ਭੂਟਾਨ 119ਵੇਂ ਸਥਾਨ 'ਤੇ ਰਹੇ। ਹਾਕਮਧਿਰ ਦੇ ਸ਼ਾਸ਼ਨ ਵਿੱਚ ਹਾਲਾਤ ਬਦਲਣ ਦੀ ਆਸ ਹੈ।	[1035, 1796, 1266, 1854]
seizure-highlight: 50 ਲੀਟਰ ਲਾਹਣ ਅਤੇ 5 ਲੀਟਰ ਦੇਸੀ ਸ਼ਰਾਬ (ਹੱਥਕੜਾ) ਬਰਾਮਦ	[776, 601, 925, 633]
continued-col-2: ਉਦਾਹਰਨ ਵਜੋਂ ਦੀ ਅਗਵਾਈ ਵਾਲੀ ਸ਼ਿਵ ਸੈਨਾ ਦਾ ਬਹੁਮਤ ਸੀ। ਉਸ ਤੋਂ ਬਾਅਦ ਸਾਲ 2022 ਵਿੱਚ ਬੀਐਮਸੀ ਦੇ ਸਦਨ ਦੀ ਮਿਆਦ ਪੂਰੀ ਹੋਣ ਤੋਂ ਬਾਅਦ ਇਸ ਦਾ ਪ੍ਰਬੰਧ ਪ੍ਰਸ਼ਾਸਕ ਕੋਲ ਚਲਾ ਗਿਆ। ਪੁਲਿਸ ਦਾ ਦੋਸ਼ ਹੈ ਕਿ ਕੰਪਨੀ ਅਧਿਕਾਰੀਆਂ ਨੇ ਰਿਸ਼ਵਤ ਲਈ।	[296, 1796, 527, 1870]
